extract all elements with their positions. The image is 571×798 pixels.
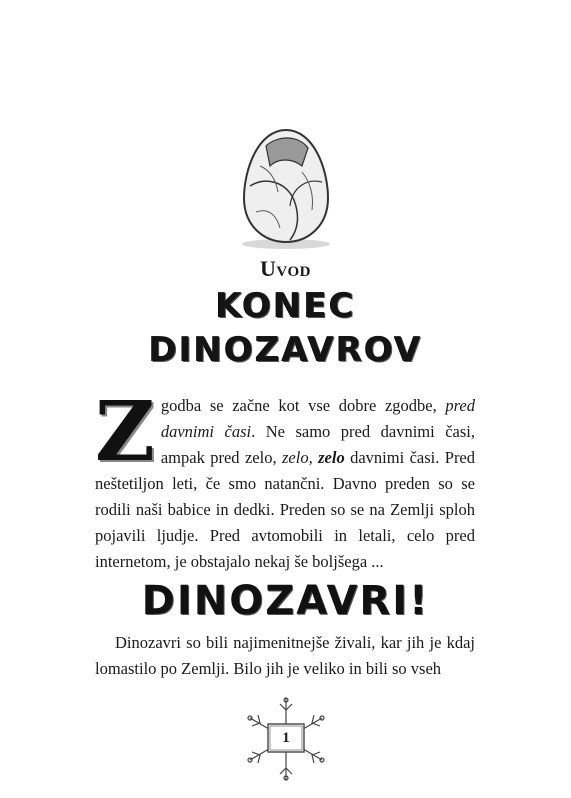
body-paragraph: Dinozavri so bili najimenitnejše živali, kar jih je kdaj lomastilo po Zemlji. Bilo jih je veliko in bili so vseh — [95, 633, 475, 678]
page-number: 1 — [282, 730, 290, 746]
intro-text-2: . Ne samo pred davnimi časi, ampak pred zelo, — [160, 422, 475, 467]
intro-text-4: davnimi časi. Pred neštetiljon leti, če smo natančni. Davno preden so se rodili naši babice in dedki. Preden so se na Zemlji sploh pojavili ljudje. Pred avtomobili in letali, celo pred internetom, je obstajalo nekaj še boljšega ... — [95, 448, 476, 571]
chapter-title-line2: DINOZAVROV — [148, 330, 423, 370]
chapter-title-line1: KONEC — [215, 286, 356, 326]
intro-paragraph — [95, 384, 476, 575]
chapter-kicker: Uvod — [260, 256, 311, 281]
intro-text-3: , — [308, 448, 319, 467]
intro-text-1: godba se začne kot vse dobre zgodbe, — [160, 396, 446, 415]
intro-bold-italic: zelo — [318, 448, 345, 467]
drop-cap: Z — [95, 384, 155, 480]
dinosaur-egg-illustration — [236, 126, 336, 250]
intro-italic-1: pred davnimi časi — [160, 396, 475, 441]
section-heading-word: DINOZAVRI! — [141, 578, 430, 624]
intro-italic-2: zelo — [281, 448, 309, 467]
